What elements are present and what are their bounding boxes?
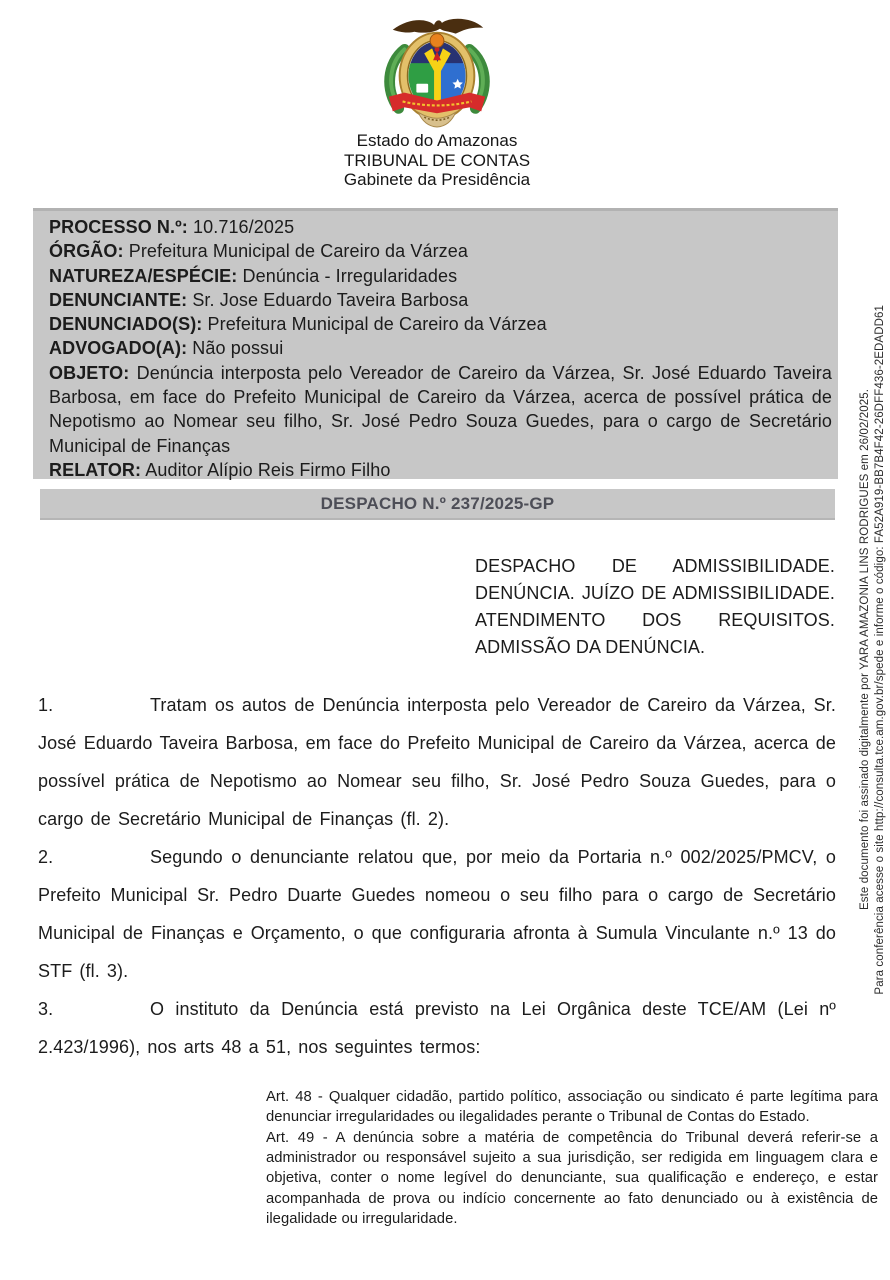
despacho-title-bar xyxy=(40,489,835,520)
field-natureza: NATUREZA/ESPÉCIE: Denúncia - Irregularidades xyxy=(49,265,458,286)
signature-statement: Este documento foi assinado digitalmente por YARA AMAZONIA LINS RODRIGUES em 26/02/2025. xyxy=(859,389,871,911)
eagle-crest xyxy=(393,19,483,34)
field-objeto: OBJETO: Denúncia interposta pelo Vereador de Careiro da Várzea, Sr. José Eduardo Taveira Barbosa, em face do Prefeito Municipal de Careiro da Várzea, acerca de possível prática de Nepotismo ao Nomear seu filho, Sr. José Pedro Souza Guedes, para o cargo de Secretário Municipal de Finanças xyxy=(49,362,833,456)
coat-of-arms-logo xyxy=(374,14,500,135)
field-orgao: ÓRGÃO: Prefeitura Municipal de Careiro da Várzea xyxy=(49,241,468,262)
paragraph-3: 3. O instituto da Denúncia está previsto na Lei Orgânica deste TCE/AM (Lei nº 2.423/1996), nos arts 48 a 51, nos seguintes termos: xyxy=(38,999,836,1057)
paragraph-1: 1. Tratam os autos de Denúncia interposta pelo Vereador de Careiro da Várzea, Sr. José Eduardo Taveira Barbosa, em face do Prefeito Municipal de Careiro da Várzea, acerca de possível prática de Nepotismo ao Nomear seu filho, Sr. José Pedro Souza Guedes, para o cargo de Secretário Municipal de Finanças (fl. 2). xyxy=(38,695,836,829)
field-advogado: ADVOGADO(A): Não possui xyxy=(49,338,284,359)
org-identification xyxy=(0,131,874,190)
field-denunciado: DENUNCIADO(S): Prefeitura Municipal de Careiro da Várzea xyxy=(49,314,547,335)
case-info-box xyxy=(33,208,838,479)
quote-art-49: Art. 49 - A denúncia sobre a matéria de competência do Tribunal deverá referir-se a administrador ou responsável sujeito a sua jurisdição, ser redigida em linguagem clara e objetiva, conter o nome legível do denunciante, sua qualificação e endereço, e estar acompanhada de prova ou indício concernente ao fato denunciado ou à existência de ilegalidade ou irregularidade. xyxy=(266,1129,878,1228)
quote-art-48: Art. 48 - Qualquer cidadão, partido político, associação ou sindicato é parte legítima para denunciar irregularidades ou ilegalidades perante o Tribunal de Contas do Estado. xyxy=(266,1088,878,1126)
field-relator: RELATOR: Auditor Alípio Reis Firmo Filho xyxy=(49,459,391,480)
org-name: TRIBUNAL DE CONTAS xyxy=(343,150,531,170)
org-state: Estado do Amazonas xyxy=(356,131,518,150)
despacho-summary: DESPACHO DE ADMISSIBILIDADE. DENÚNCIA. JUÍZO DE ADMISSIBILIDADE. ATENDIMENTO DOS REQUISITOS. ADMISSÃO DA DENÚNCIA. xyxy=(475,556,835,657)
signature-verification: Para conferência acesse o site http://consulta.tce.am.gov.br/spede e informe o código: FA52A919-BB7B4F42-26DFF436-2EDADD61 xyxy=(874,305,886,995)
field-processo: PROCESSO N.º: 10.716/2025 xyxy=(49,217,295,237)
org-department: Gabinete da Presidência xyxy=(343,170,531,189)
paragraph-2: 2. Segundo o denunciante relatou que, por meio da Portaria n.º 002/2025/PMCV, o Prefeito Municipal Sr. Pedro Duarte Guedes nomeou o seu filho para o cargo de Secretário Municipal de Finanças e Orçamento, o que configuraria afronta à Sumula Vinculante n.º 13 do STF (fl. 3). xyxy=(38,847,836,981)
document-header xyxy=(0,14,874,135)
despacho-number: DESPACHO N.º 237/2025-GP xyxy=(320,494,555,513)
law-quote-block xyxy=(266,1087,878,1230)
field-denunciante: DENUNCIANTE: Sr. Jose Eduardo Taveira Barbosa xyxy=(49,289,469,310)
digital-signature-strip xyxy=(858,170,887,1130)
